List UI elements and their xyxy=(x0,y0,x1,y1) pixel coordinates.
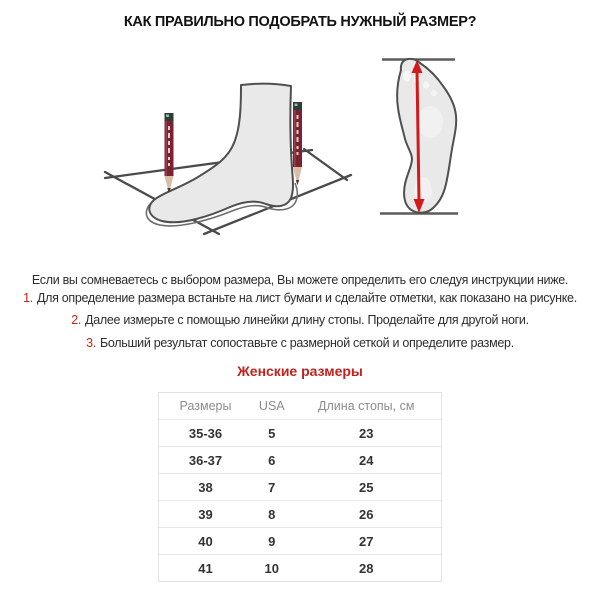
page-title: КАК ПРАВИЛЬНО ПОДОБРАТЬ НУЖНЫЙ РАЗМЕР? xyxy=(123,14,477,30)
cell-length: 28 xyxy=(359,560,374,576)
table-row xyxy=(159,555,442,582)
cell-length: 23 xyxy=(292,420,442,447)
table-row xyxy=(159,474,442,501)
size-table-title: Женские размеры xyxy=(237,363,363,379)
column-header-foot-length: Длина стопы, см xyxy=(292,393,442,420)
cell-usa: 6 xyxy=(252,447,291,474)
cell-size: 38 xyxy=(159,474,253,501)
step-number: 1. xyxy=(23,291,33,305)
cell-usa: 7 xyxy=(252,474,291,501)
cell-size: 39 xyxy=(159,501,253,528)
table-row xyxy=(159,420,442,447)
cell-length: 25 xyxy=(292,474,442,501)
cell-size: 40 xyxy=(159,528,253,555)
intro-text: Если вы сомневаетесь с выбором размера, Вы можете определить его следуя инструкции ниже. xyxy=(31,272,569,287)
womens-size-table xyxy=(158,392,442,582)
cell-size: 36-37 xyxy=(159,447,253,474)
step-text: Далее измерьте с помощью линейки длину стопы. Проделайте для другой ноги. xyxy=(85,313,529,328)
table-row xyxy=(159,501,442,528)
instruction-step-1 xyxy=(0,287,600,309)
cell-usa: 5 xyxy=(252,420,291,447)
cell-usa: 8 xyxy=(252,501,291,528)
foot-measurement-illustration xyxy=(0,0,600,250)
instruction-step-2 xyxy=(0,309,600,331)
pencil-heel xyxy=(293,102,302,185)
cell-usa: 10 xyxy=(264,560,280,576)
cell-usa: 9 xyxy=(252,528,291,555)
step-text: Больший результат сопоставьте с размерной сеткой и определите размер. xyxy=(99,335,514,350)
step-text: Для определение размера встаньте на лист бумаги и сделайте отметки, как показано на рисунке. xyxy=(36,291,577,305)
table-row xyxy=(159,528,442,555)
step-number: 3. xyxy=(86,335,96,350)
cell-size: 35-36 xyxy=(159,420,253,447)
column-header-usa: USA xyxy=(252,393,291,420)
cell-size: 41 xyxy=(198,560,213,576)
cell-length: 26 xyxy=(292,501,442,528)
table-header-row xyxy=(159,393,442,420)
cell-length: 24 xyxy=(292,447,442,474)
instructions-list xyxy=(0,287,600,354)
instruction-step-3 xyxy=(0,332,600,354)
column-header-sizes: Размеры xyxy=(159,393,253,420)
cell-length: 27 xyxy=(292,528,442,555)
table-row xyxy=(159,447,442,474)
pencil-toe xyxy=(165,113,174,193)
step-number: 2. xyxy=(71,313,82,328)
